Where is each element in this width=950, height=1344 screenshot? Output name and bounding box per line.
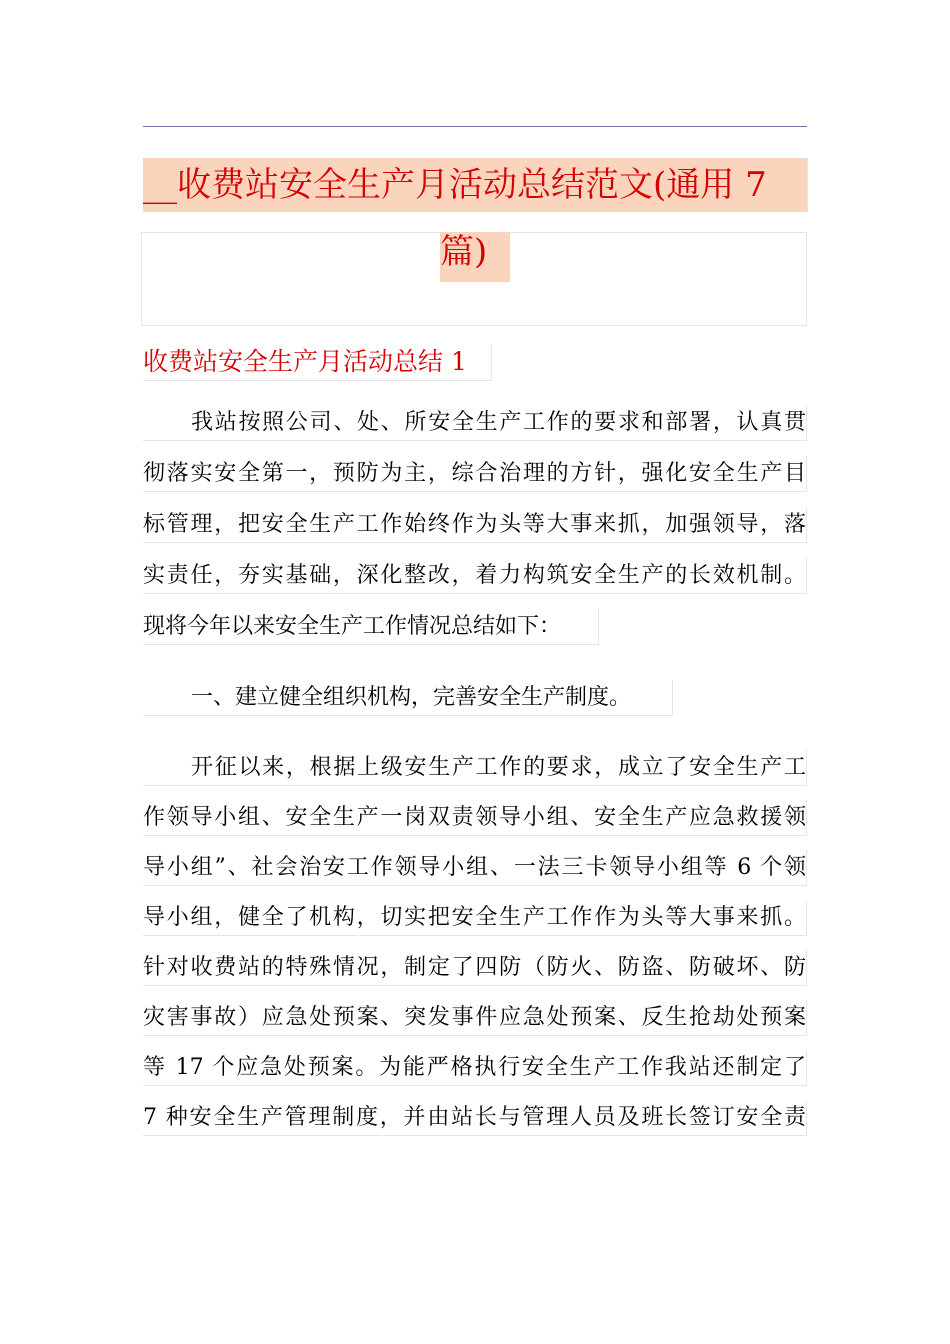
paragraph-line: 现将今年以来安全生产工作情况总结如下： <box>143 609 599 645</box>
subheading-1: 一、建立健全组织机构，完善安全生产制度。 <box>143 680 673 716</box>
paragraph-line: 导小组，健全了机构，切实把安全生产工作作为头等大事来抓。 <box>143 900 807 936</box>
paragraph-line: 标管理，把安全生产工作始终作为头等大事来抓，加强领导，落 <box>143 507 807 543</box>
document-title-line-1: __收费站安全生产月活动总结范文(通用 7 <box>143 158 808 212</box>
paragraph-line: 我站按照公司、处、所安全生产工作的要求和部署，认真贯 <box>143 405 807 441</box>
header-rule <box>143 126 807 127</box>
paragraph-line: 导小组”、社会治安工作领导小组、一法三卡领导小组等 6 个领 <box>143 850 807 886</box>
section-heading: 收费站安全生产月活动总结 1 <box>143 344 492 381</box>
document-title-line-2: 篇) <box>440 232 510 282</box>
paragraph-line: 灾害事故）应急处预案、突发事件应急处预案、反生抢劫处预案 <box>143 1000 807 1036</box>
paragraph-line: 作领导小组、安全生产一岗双责领导小组、安全生产应急救援领 <box>143 800 807 836</box>
paragraph-line: 彻落实安全第一，预防为主，综合治理的方针，强化安全生产目 <box>143 456 807 492</box>
paragraph-line: 针对收费站的特殊情况，制定了四防（防火、防盗、防破坏、防 <box>143 950 807 986</box>
paragraph-line: 等 17 个应急处预案。为能严格执行安全生产工作我站还制定了 <box>143 1050 807 1086</box>
paragraph-line: 实责任，夯实基础，深化整改，着力构筑安全生产的长效机制。 <box>143 558 807 594</box>
paragraph-line: 开征以来，根据上级安生产工作的要求，成立了安全生产工 <box>143 750 807 786</box>
paragraph-line: 7 种安全生产管理制度，并由站长与管理人员及班长签订安全责 <box>143 1100 807 1136</box>
